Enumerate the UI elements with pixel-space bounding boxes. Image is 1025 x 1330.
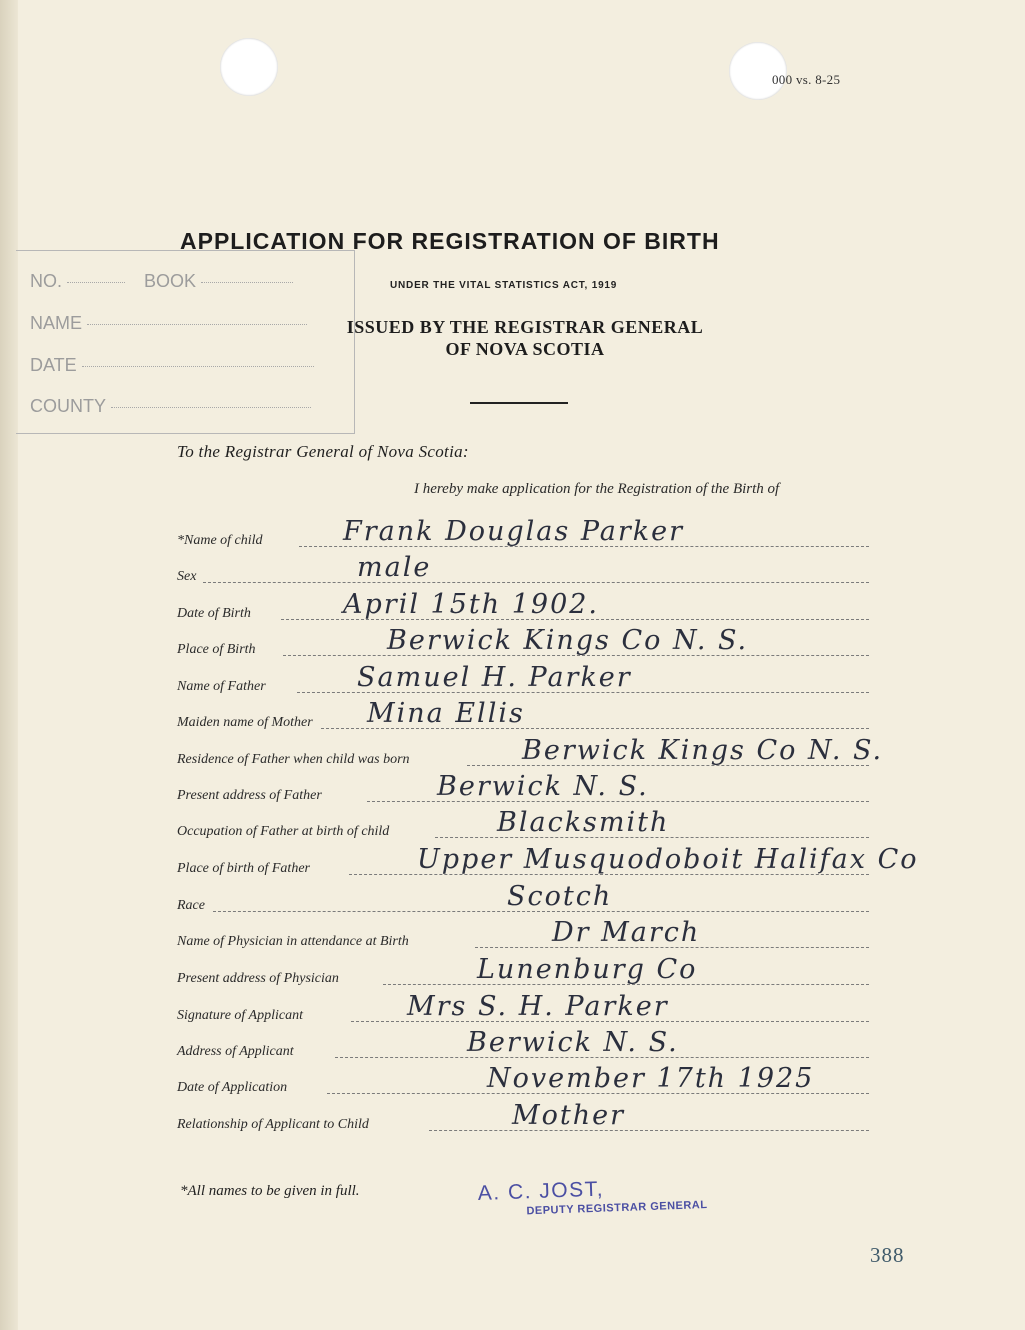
field-row xyxy=(177,1100,869,1135)
field-row xyxy=(177,881,869,916)
field-label: Relationship of Applicant to Child xyxy=(177,1117,369,1132)
field-value: Lunenburg Co xyxy=(477,954,698,985)
field-row xyxy=(177,991,869,1026)
stamp-dots xyxy=(82,365,314,367)
field-value: Berwick Kings Co N. S. xyxy=(387,625,749,656)
field-row xyxy=(177,552,869,587)
field-value: Mrs S. H. Parker xyxy=(407,991,669,1022)
field-value: Mother xyxy=(512,1100,626,1131)
field-row xyxy=(177,698,869,733)
field-label: Date of Birth xyxy=(177,606,251,621)
field-row xyxy=(177,844,919,879)
field-underline xyxy=(429,1130,869,1131)
field-label: Place of birth of Father xyxy=(177,861,310,876)
field-row xyxy=(177,589,869,624)
issuer-line-2: OF NOVA SCOTIA xyxy=(445,339,605,359)
issuer-line-1: ISSUED BY THE REGISTRAR GENERAL xyxy=(346,317,704,337)
field-value: Berwick N. S. xyxy=(437,771,649,802)
salutation: To the Registrar General of Nova Scotia: xyxy=(177,442,469,461)
page-number: 388 xyxy=(870,1243,905,1267)
field-value: Berwick Kings Co N. S. xyxy=(522,735,884,766)
field-label: Place of Birth xyxy=(177,642,256,657)
field-value: November 17th 1925 xyxy=(487,1063,815,1094)
field-row xyxy=(177,771,869,806)
stamp-name-label: NAME xyxy=(30,313,83,333)
field-label: Race xyxy=(177,898,205,913)
field-row xyxy=(177,625,869,660)
field-row xyxy=(177,1027,869,1062)
stamp-dots xyxy=(67,281,125,283)
field-value: Frank Douglas Parker xyxy=(343,516,685,547)
field-value: Dr March xyxy=(552,917,701,948)
field-value: Blacksmith xyxy=(497,807,670,838)
stamp-dots xyxy=(87,323,307,325)
form-subtitle: UNDER THE VITAL STATISTICS ACT, 1919 xyxy=(390,280,618,291)
stamp-county-label: COUNTY xyxy=(30,396,106,416)
field-row xyxy=(177,807,869,842)
field-value: male xyxy=(357,552,432,583)
field-label: Address of Applicant xyxy=(177,1044,294,1059)
field-label: Date of Application xyxy=(177,1080,288,1095)
field-value: Samuel H. Parker xyxy=(357,662,632,693)
punch-hole-right xyxy=(729,42,787,100)
intro-text: I hereby make application for the Registration of the Birth of xyxy=(414,481,780,497)
field-label: Present address of Physician xyxy=(177,971,339,986)
deputy-registrar-stamp xyxy=(477,1174,707,1219)
field-label: Name of Physician in attendance at Birth xyxy=(177,934,409,949)
form-title: APPLICATION FOR REGISTRATION OF BIRTH xyxy=(180,228,720,254)
field-label: Maiden name of Mother xyxy=(177,715,313,730)
stamp-book-label: BOOK xyxy=(144,271,197,291)
field-value: Berwick N. S. xyxy=(467,1027,679,1058)
field-label: Name of Father xyxy=(177,679,266,694)
stamp-dots xyxy=(201,281,293,283)
stamp-dots xyxy=(111,406,311,408)
field-row xyxy=(177,516,869,551)
field-value: Upper Musquodoboit Halifax Co xyxy=(417,844,919,875)
field-row xyxy=(177,954,869,989)
deputy-registrar-name: A. C. JOST, xyxy=(477,1177,605,1205)
stamp-no-label: NO. xyxy=(30,271,63,291)
field-value: Mina Ellis xyxy=(367,698,525,729)
footnote: *All names to be given in full. xyxy=(180,1183,360,1199)
field-label: Present address of Father xyxy=(177,788,322,803)
field-underline xyxy=(203,582,869,583)
title-divider xyxy=(470,402,568,404)
issuer xyxy=(300,316,750,360)
field-value: Scotch xyxy=(507,881,613,912)
field-value: April 15th 1902. xyxy=(343,589,600,620)
punch-hole-left xyxy=(220,38,278,96)
field-row xyxy=(177,735,884,770)
form-code: 000 vs. 8-25 xyxy=(772,72,841,87)
field-row xyxy=(177,917,869,952)
field-row xyxy=(177,1063,869,1098)
field-label: Sex xyxy=(177,569,197,584)
page-edge xyxy=(0,0,18,1330)
field-label: Occupation of Father at birth of child xyxy=(177,824,390,839)
field-label: *Name of child xyxy=(177,533,263,548)
field-row xyxy=(177,662,869,697)
field-label: Residence of Father when child was born xyxy=(177,752,410,767)
stamp-date-label: DATE xyxy=(30,355,77,375)
deputy-registrar-title: DEPUTY REGISTRAR GENERAL xyxy=(526,1198,708,1218)
field-label: Signature of Applicant xyxy=(177,1008,303,1023)
